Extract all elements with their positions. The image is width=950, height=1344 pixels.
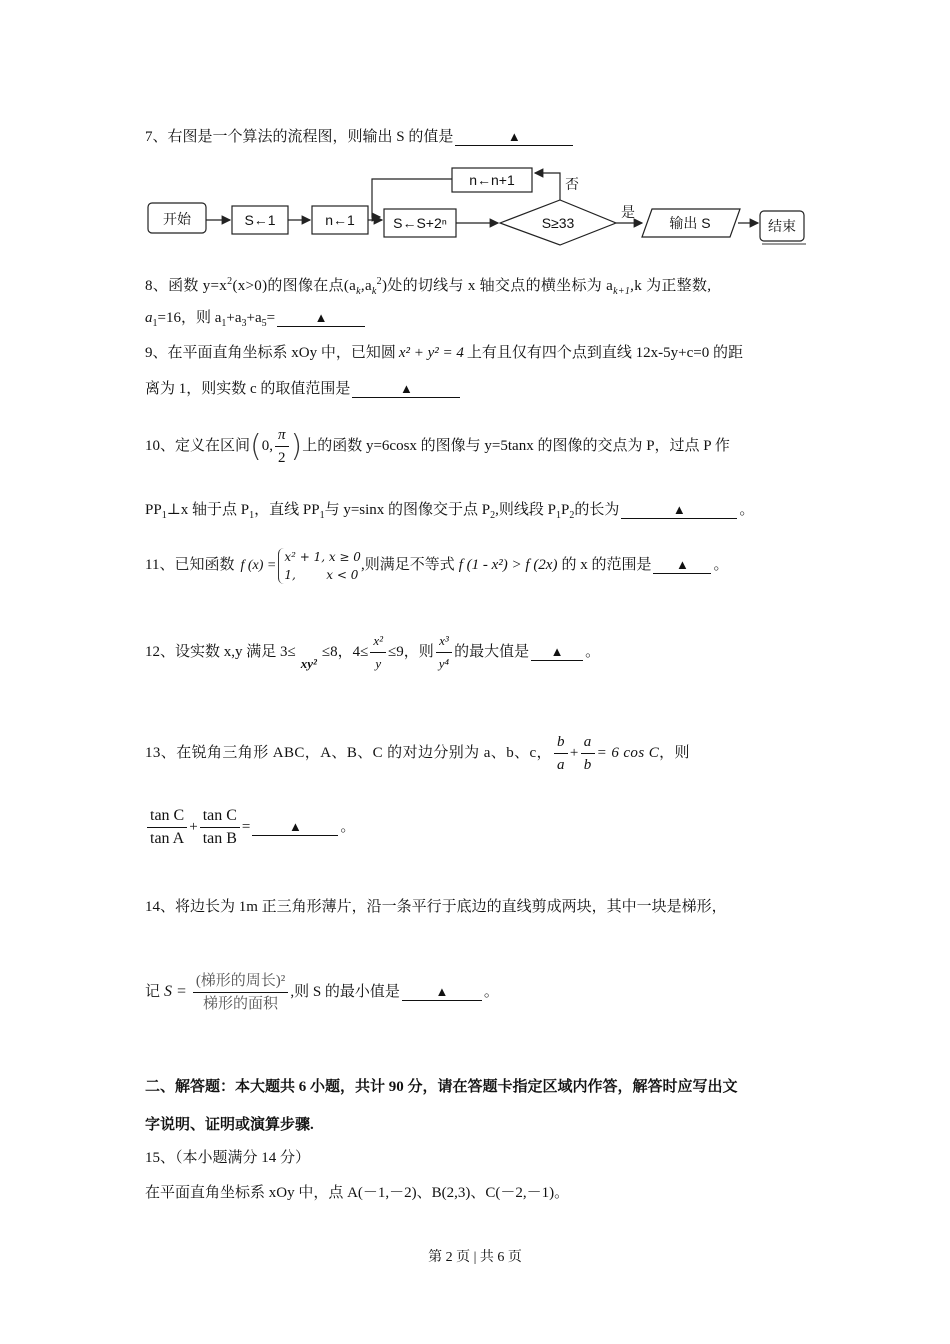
page-footer: 第 2 页 | 共 6 页 [428, 1250, 522, 1265]
question-10-line2: $PP_1\perp x$ 轴于点 $P_1$，直线 $PP_1$与 y=sinx 的图像交于点 $P_2$,则线段 $P_1P_2$的长为 ▲ 。 [145, 502, 755, 521]
question-14-line1: 14、将边长为 1m 正三角形薄片，沿一条平行于底边的直线剪成两块，其中一块是梯形， [145, 899, 727, 915]
question-7: 7、右图是一个算法的流程图，则输出 S 的值是 ▲ [145, 127, 575, 147]
flow-no-label: 否 [565, 176, 579, 192]
answer-blank[interactable] [653, 557, 711, 574]
flow-arrow-no [535, 173, 560, 200]
section-2-heading-cont: 字说明、证明或演算步骤. [145, 1117, 314, 1133]
answer-triangle-icon: ▲ [676, 557, 689, 572]
pi-over-2: $\frac{\pi}{2}$ [275, 424, 289, 469]
question-8-line1: 8、函数 $y=x^2(x>0)$的图像在点$(a_k,a_k^2)$处的切线与 x 轴交点的横坐标为 $a_{k+1},k$ 为正整数, [145, 276, 712, 297]
answer-blank[interactable] [621, 502, 737, 519]
question-9-line2: 离为 1，则实数 c 的取值范围是 ▲ [145, 379, 462, 399]
section-2-heading: 二、解答题：本大题共 6 小题，共计 90 分，请在答题卡指定区域内作答，解答时应写出文 [145, 1079, 738, 1095]
question-15-title: 15、（本小题满分 14 分） [145, 1150, 311, 1166]
piecewise-brace: x² + 1, x ≥ 0 1, x < 0 [278, 548, 361, 584]
answer-triangle-icon: ▲ [314, 310, 328, 325]
flow-n-update-label: n←n+1 [469, 172, 515, 188]
question-14-line2: 记 S = $\frac{\text{(梯形的周长)²}}{\text{梯形的面积}}$ ,则 S 的最小值是 ▲ 。 [145, 968, 499, 1016]
answer-triangle-icon: ▲ [435, 984, 449, 999]
question-9-line1: 9、在平面直角坐标系 xOy 中，已知圆 x² + y² = 4 上有且仅有四个点到直线 12x-5y+c=0 的距 [145, 345, 743, 361]
question-10-line1: 10、定义在区间(0, $\frac{\pi}{2}$ )上的函数 y=6cosx 的图像与 y=5tanx 的图像的交点为 P，过点 P 作 [145, 424, 730, 469]
question-11: 11、已知函数 f (x) = x² + 1, x ≥ 0 1, x < 0 ,则满足不等式 f (1 - x²) > f (2x) 的 x 的范围是 ▲ 。 [145, 549, 729, 582]
answer-triangle-icon: ▲ [507, 129, 521, 144]
flow-output-label: 输出 S [669, 215, 711, 231]
flow-s-init-label: S←1 [244, 212, 276, 228]
answer-blank[interactable] [352, 381, 460, 398]
question-12: 12、设实数 x,y 满足 3≤ xy² ≤8，4≤ $\frac{\text{x²}}{y}$ ≤9，则 $\frac{\text{x³}}{\text{y⁴}}$ 的最大值是 ▲ 。 [145, 628, 600, 676]
question-13-line2: $\frac{\text{tan C}}{\text{tan A}}$ + $\frac{\text{tan C}}{\text{tan B}}$ = ▲ 。 [145, 803, 355, 851]
answer-triangle-icon: ▲ [399, 381, 413, 396]
answer-blank[interactable] [455, 129, 573, 146]
flow-s-update-label: S←S+2ⁿ [393, 215, 447, 231]
flow-start-label: 开始 [163, 211, 191, 227]
answer-triangle-icon: ▲ [550, 644, 564, 659]
answer-triangle-icon: ▲ [672, 502, 686, 517]
answer-blank[interactable] [252, 819, 338, 836]
flow-n-init-label: n←1 [325, 212, 355, 228]
flow-end-label: 结束 [768, 218, 796, 234]
answer-blank[interactable] [531, 644, 583, 661]
flow-yes-label: 是 [621, 204, 635, 220]
answer-triangle-icon: ▲ [288, 819, 302, 834]
question-13-line1: 13、在锐角三角形 ABC，A、B、C 的对边分别为 a、b、c， $\frac{b}{a}$ + $\frac{a}{b}$ = 6 cos C，则 [145, 729, 690, 777]
answer-blank[interactable] [277, 310, 365, 327]
answer-blank[interactable] [402, 984, 482, 1001]
question-8-line2: $a_1=16$，则 $a_1+a_3+a_5=$ ▲ [145, 308, 367, 334]
question-15-text: 在平面直角坐标系 xOy 中，点 A(－1,－2)、B(2,3)、C(－2,－1)。 [145, 1185, 570, 1201]
flow-condition-label: S≥33 [541, 215, 575, 231]
algorithm-flowchart [140, 165, 810, 250]
